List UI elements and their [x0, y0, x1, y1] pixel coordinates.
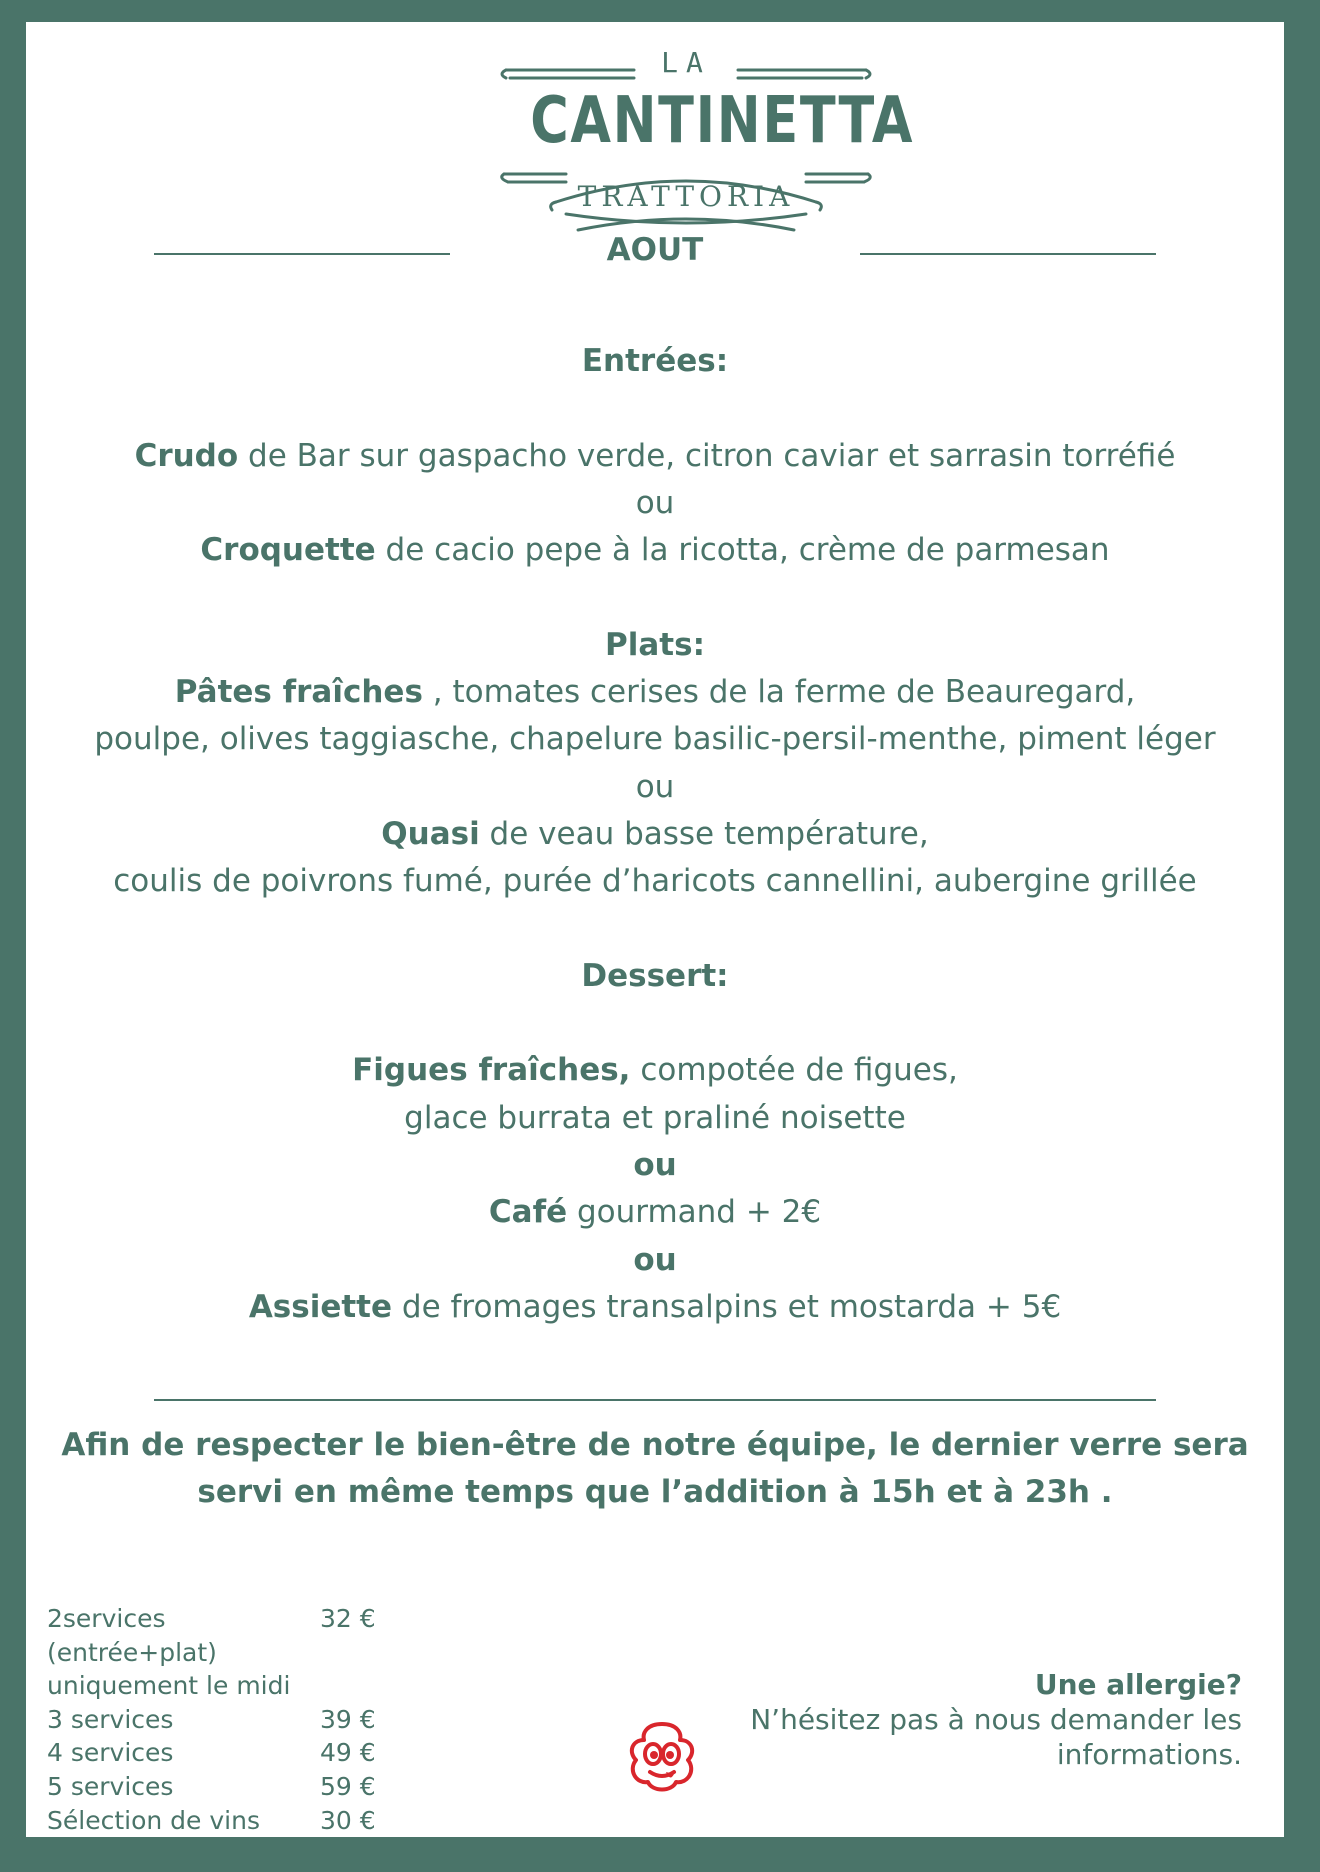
price-row-5-services: [47, 1770, 376, 1804]
allergy-note: [682, 1667, 1242, 1772]
plat-item-pates-detail: poulpe, olives taggiasche, chapelure basilic-persil-menthe, piment léger: [94, 721, 1216, 758]
price-value: 39 €: [320, 1704, 376, 1734]
allergy-line-1: N’hésitez pas à nous demander les: [750, 1703, 1242, 1736]
last-drink-notice: [26, 1422, 1284, 1516]
menu-page: [26, 22, 1284, 1837]
notice-divider: [154, 1399, 1156, 1401]
allergy-line-2: informations.: [1056, 1738, 1242, 1771]
price-label: uniquement le midi: [47, 1671, 291, 1701]
price-value: 32 €: [320, 1604, 376, 1633]
dessert-item-assiette: Assiette de fromages transalpins et mostarda + 5€: [248, 1288, 1062, 1325]
price-list: [47, 1602, 376, 1837]
logo-name: CANTINETTA: [530, 84, 915, 158]
dessert-or-1: ou: [633, 1147, 677, 1184]
price-row-2-services-note: [47, 1669, 290, 1703]
dessert-item-figues: Figues fraîches, compotée de figues,: [352, 1052, 958, 1089]
price-row-wine: [47, 1804, 376, 1838]
price-label: (entrée+plat): [47, 1637, 217, 1667]
price-label: 5 services: [47, 1771, 174, 1801]
price-label: Sélection de vins: [47, 1805, 260, 1835]
menu-month: AOUT: [606, 232, 704, 268]
logo-subtitle: TRATTORIA: [577, 180, 795, 213]
allergy-title: Une allergie?: [1034, 1668, 1242, 1701]
restaurant-logo: [496, 32, 915, 257]
entree-item-croquette: Croquette de cacio pepe à la ricotta, crème de parmesan: [200, 532, 1110, 569]
price-row-2-services: [47, 1602, 376, 1636]
logo-la: LA: [661, 46, 711, 79]
dessert-heading: Dessert:: [581, 957, 729, 994]
plat-item-quasi: Quasi de veau basse température,: [381, 815, 929, 852]
price-label: 3 services: [47, 1704, 174, 1734]
entree-or: ou: [635, 484, 675, 521]
price-row-4-services: [47, 1736, 376, 1770]
dessert-item-cafe: Café gourmand + 2€: [488, 1194, 822, 1231]
dessert-item-figues-detail: glace burrata et praliné noisette: [404, 1099, 906, 1136]
notice-line-1: Afin de respecter le bien-être de notre équipe, le dernier verre sera: [61, 1427, 1249, 1463]
price-label: 2services: [47, 1604, 166, 1633]
menu-body: [26, 338, 1284, 1331]
price-row-3-services: [47, 1703, 376, 1737]
price-value: 49 €: [320, 1738, 376, 1768]
price-value: 59 €: [320, 1771, 376, 1801]
entrees-heading: Entrées:: [581, 343, 729, 379]
price-value: 30 €: [320, 1805, 376, 1835]
price-row-2-services-detail: [47, 1636, 290, 1670]
entree-item-crudo: Crudo de Bar sur gaspacho verde, citron caviar et sarrasin torréfié: [134, 437, 1176, 474]
plat-item-quasi-detail: coulis de poivrons fumé, purée d’haricots cannellini, aubergine grillée: [113, 863, 1197, 900]
plat-or: ou: [635, 768, 675, 805]
dessert-or-2: ou: [633, 1241, 677, 1278]
notice-line-2: servi en même temps que l’addition à 15h et à 23h .: [197, 1474, 1113, 1510]
plat-item-pates: Pâtes fraîches , tomates cerises de la ferme de Beauregard,: [174, 674, 1136, 711]
plats-heading: Plats:: [605, 626, 705, 663]
price-label: 4 services: [47, 1738, 174, 1768]
